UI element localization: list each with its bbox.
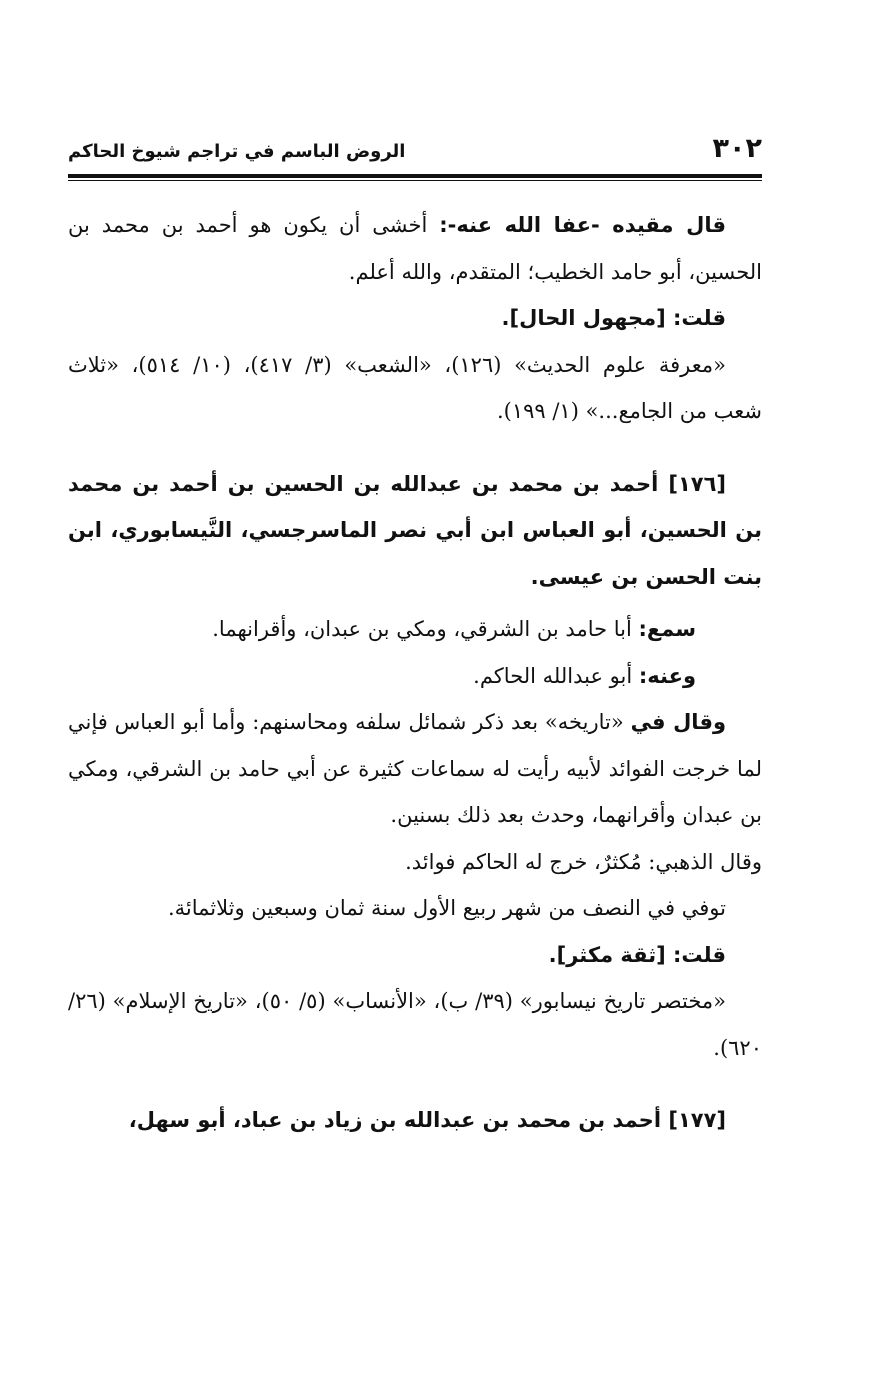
prev-verdict-text: قلت: [مجهول الحال]. bbox=[501, 306, 726, 330]
entry-176-sources: «مختصر تاريخ نيسابور» (٣٩/ ب)، «الأنساب» (٥/ ٥٠)، «تاريخ الإسلام» (٢٦/ ٦٢٠). bbox=[68, 989, 762, 1060]
entry-176-heading: [١٧٦] أحمد بن محمد بن عبدالله بن الحسين بن أحمد بن محمد بن الحسين، أبو العباس ابن أبي نصر الماسرجسي، النَّيسابوري، ابن بنت الحسن بن عيسى. bbox=[68, 471, 762, 589]
header-rule-thin bbox=[68, 180, 762, 181]
verdict-text: قلت: [ثقة مكثر]. bbox=[548, 942, 726, 967]
entry-176-verdict bbox=[68, 932, 762, 979]
heard-text: أبا حامد بن الشرقي، ومكي بن عبدان، وأقرانهما. bbox=[212, 617, 639, 641]
entry-177-heading: [١٧٧] أحمد بن محمد بن عبدالله بن زياد بن عباد، أبو سهل، bbox=[128, 1108, 726, 1132]
author-note bbox=[68, 202, 762, 295]
entry-gap bbox=[68, 435, 762, 461]
author-note-label: قال مقيده -عفا الله عنه-: bbox=[439, 213, 726, 237]
prev-sources: «معرفة علوم الحديث» (١٢٦)، «الشعب» (٣/ ٤١٧)، (١٠/ ٥١٤)، «ثلاث شعب من الجامع...» (١/ ١٩٩). bbox=[68, 352, 762, 423]
author-note-text: أخشى أن يكون هو أحمد بن محمد بن الحسين، أبو حامد الخطيب؛ المتقدم، والله أعلم. bbox=[68, 213, 762, 284]
from-label: وعنه: bbox=[638, 663, 696, 688]
entry-176-heard bbox=[68, 606, 762, 653]
entry-176-dhahabi: وقال الذهبي: مُكثرٌ، خرج له الحاكم فوائد. bbox=[405, 849, 762, 874]
entry-176-said bbox=[68, 699, 762, 839]
entry-176-from bbox=[68, 653, 762, 700]
book-page bbox=[68, 0, 762, 1385]
heard-label: سمع: bbox=[638, 617, 696, 641]
entry-gap bbox=[68, 1071, 762, 1097]
entry-176-death: توفي في النصف من شهر ربيع الأول سنة ثمان وسبعين وثلاثمائة. bbox=[167, 896, 726, 920]
running-title: الروض الباسم في تراجم شيوخ الحاكم bbox=[68, 141, 406, 162]
page-header bbox=[68, 132, 762, 178]
said-label: وقال في bbox=[630, 710, 726, 734]
from-text: أبو عبدالله الحاكم. bbox=[473, 663, 639, 688]
header-rule bbox=[68, 174, 762, 178]
page-number: ٣٠٢ bbox=[712, 133, 762, 164]
page-body bbox=[68, 202, 762, 1144]
said-text: «تاريخه» بعد ذكر شمائل سلفه ومحاسنهم: وأما أبو العباس فإني لما خرجت الفوائد لأبيه رأيت له سماعات كثيرة عن أبي حامد بن الشرقي، ومكي بن عبدان وأقرانهما، وحدث بعد ذلك بسنين. bbox=[68, 710, 762, 827]
prev-verdict bbox=[68, 295, 762, 342]
